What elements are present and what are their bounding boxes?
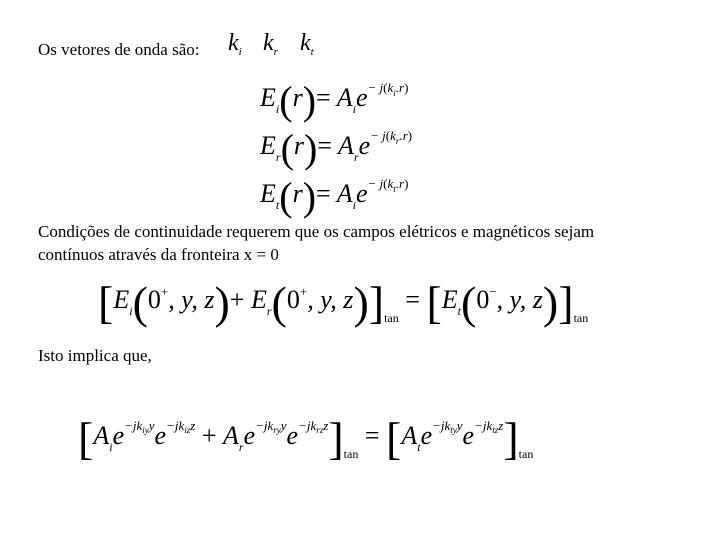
wave-vector-kr: $k_r$ — [263, 30, 278, 58]
wave-vector-kt: $k_t$ — [300, 30, 314, 58]
equation-transmitted: $E_t(r)= A_ie^{- j(k_t.r)}$ — [260, 174, 409, 219]
intro-label: Os vetores de onda são: — [38, 40, 200, 59]
equation-reflected: $E_r(r)= A_re^{- j(k_r.r)}$ — [260, 126, 413, 171]
equation-incident: $E_i(r)= A_ie^{- j(k_i.r)}$ — [260, 78, 409, 123]
boundary-condition-equation: [$E_i(0^+$, y, $z)+ E_r(0^+$, y, $z)]_{tan} = [E_t(0^-$, y, $z)]_{tan}$ — [98, 277, 589, 328]
continuity-line-1: Condições de continuidade requerem que os campos elétricos e magnéticos sejam — [38, 222, 595, 241]
phase-matching-equation: $[A_ie^{-jk_{iy}y}e^{-jk_{iz}z} + A_re^{-jk_{ry}y}e^{-jk_{rz}z}]_{tan} = [A_te^{-jk_{ty}y}e^{-jk_{tz}z}]_{tan}$ — [78, 413, 534, 464]
continuity-line-2: contínuos através da fronteira x = 0 — [38, 245, 279, 264]
wave-vector-ki: $k_i$ — [228, 30, 242, 58]
implies-text: Isto implica que, — [38, 346, 152, 365]
